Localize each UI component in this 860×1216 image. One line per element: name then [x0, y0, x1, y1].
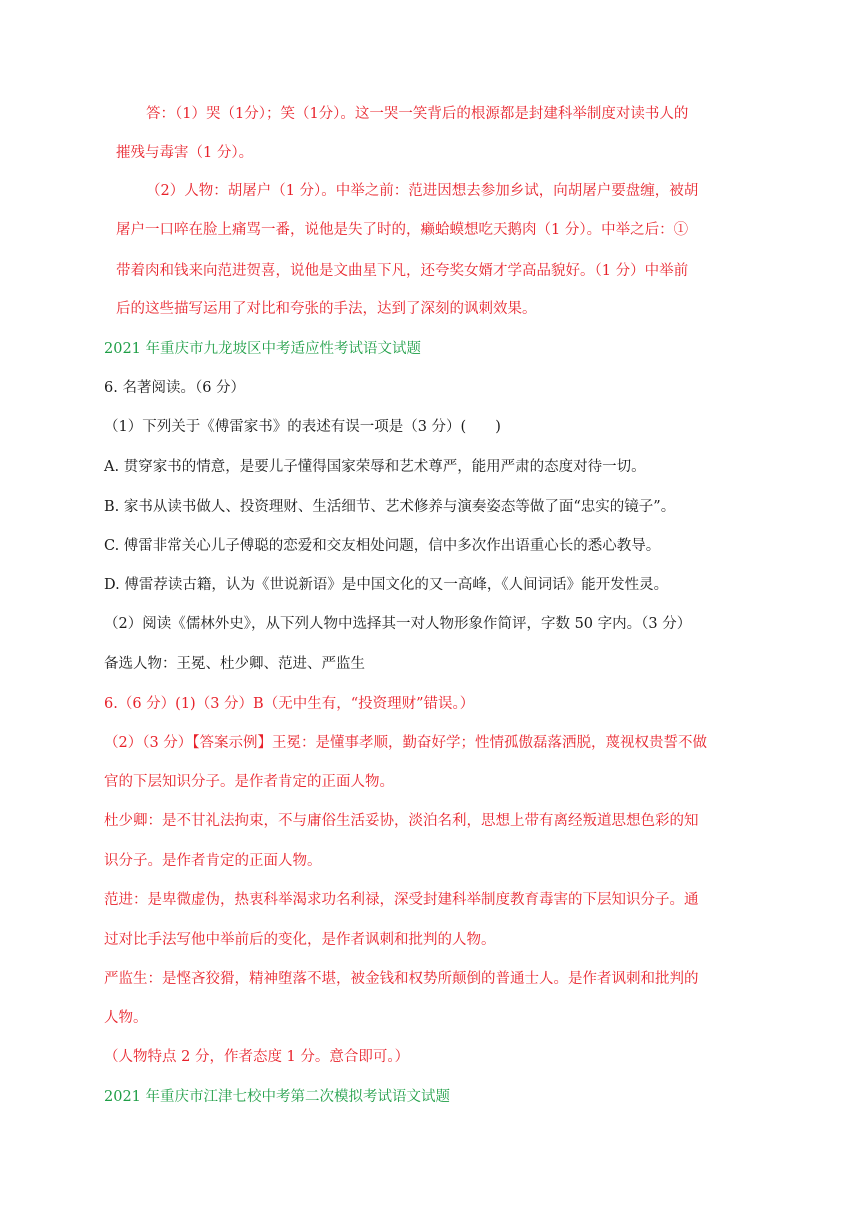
section-title: 2021 年重庆市九龙坡区中考适应性考试语文试题	[104, 341, 422, 357]
answer-line: 范进：是卑微虚伪，热衷科举渴求功名利禄，深受封建科举制度教育毒害的下层知识分子。通	[104, 892, 699, 908]
answer-line: 6.（6 分）(1)（3 分）B（无中生有，“投资理财”错误。）	[104, 696, 475, 712]
answer-line: （2）（3 分）【答案示例】王冕：是懂事孝顺，勤奋好学；性情孤傲磊落洒脱，蔑视权贵誓不做	[104, 735, 708, 751]
candidate-list: 备选人物：王冕、杜少卿、范进、严监生	[104, 656, 365, 672]
option-d: D. 傅雷荐读古籍，认为《世说新语》是中国文化的又一高峰，《人间词话》能开发性灵。	[104, 577, 669, 593]
option-b: B. 家书从读书做人、投资理财、生活细节、艺术修养与演奏姿态等做了面“忠实的镜子”。	[104, 499, 676, 515]
answer-line: 识分子。是作者肯定的正面人物。	[104, 853, 322, 869]
answer-line: 杜少卿：是不甘礼法拘束，不与庸俗生活妥协，淡泊名利，思想上带有离经叛道思想色彩的知	[104, 813, 699, 829]
option-c: C. 傅雷非常关心儿子傅聪的恋爱和交友相处问题，信中多次作出语重心长的悉心教导。	[104, 538, 661, 554]
answer-line: 后的这些描写运用了对比和夸张的手法，达到了深刻的讽刺效果。	[116, 301, 537, 317]
question-part: （1）下列关于《傅雷家书》的表述有误一项是（3 分）( )	[104, 419, 501, 435]
answer-line: 屠户一口啐在脸上痛骂一番，说他是失了时的，癞蛤蟆想吃天鹅肉（1 分）。中举之后：①	[116, 222, 689, 238]
answer-line: （人物特点 2 分，作者态度 1 分。意合即可。）	[104, 1049, 410, 1065]
section-title: 2021 年重庆市江津七校中考第二次模拟考试语文试题	[104, 1089, 451, 1105]
answer-line: （2）人物：胡屠户（1 分）。中举之前：范进因想去参加乡试，向胡屠户要盘缠，被胡	[146, 183, 699, 199]
answer-line: 过对比手法写他中举前后的变化，是作者讽刺和批判的人物。	[104, 932, 496, 948]
answer-line: 答：（1）哭（1分）；笑（1分）。这一哭一笑背后的根源都是封建科举制度对读书人的	[146, 106, 689, 122]
answer-line: 人物。	[104, 1010, 148, 1026]
question-heading: 6. 名著阅读。（6 分）	[104, 380, 246, 396]
answer-line: 摧残与毒害（1 分）。	[116, 145, 254, 161]
option-a: A. 贯穿家书的情意，是要儿子懂得国家荣辱和艺术尊严，能用严肃的态度对待一切。	[104, 459, 646, 475]
answer-line: 官的下层知识分子。是作者肯定的正面人物。	[104, 774, 394, 790]
question-part: （2）阅读《儒林外史》，从下列人物中选择其一对人物形象作简评，字数 50 字内。（3 分）	[104, 616, 692, 632]
answer-line: 带着肉和钱来向范进贺喜，说他是文曲星下凡，还夸奖女婿才学高品貌好。（1 分）中举前	[116, 263, 689, 279]
answer-line: 严监生：是悭吝狡猾，精神堕落不堪，被金钱和权势所颠倒的普通士人。是作者讽刺和批判的	[104, 971, 699, 987]
